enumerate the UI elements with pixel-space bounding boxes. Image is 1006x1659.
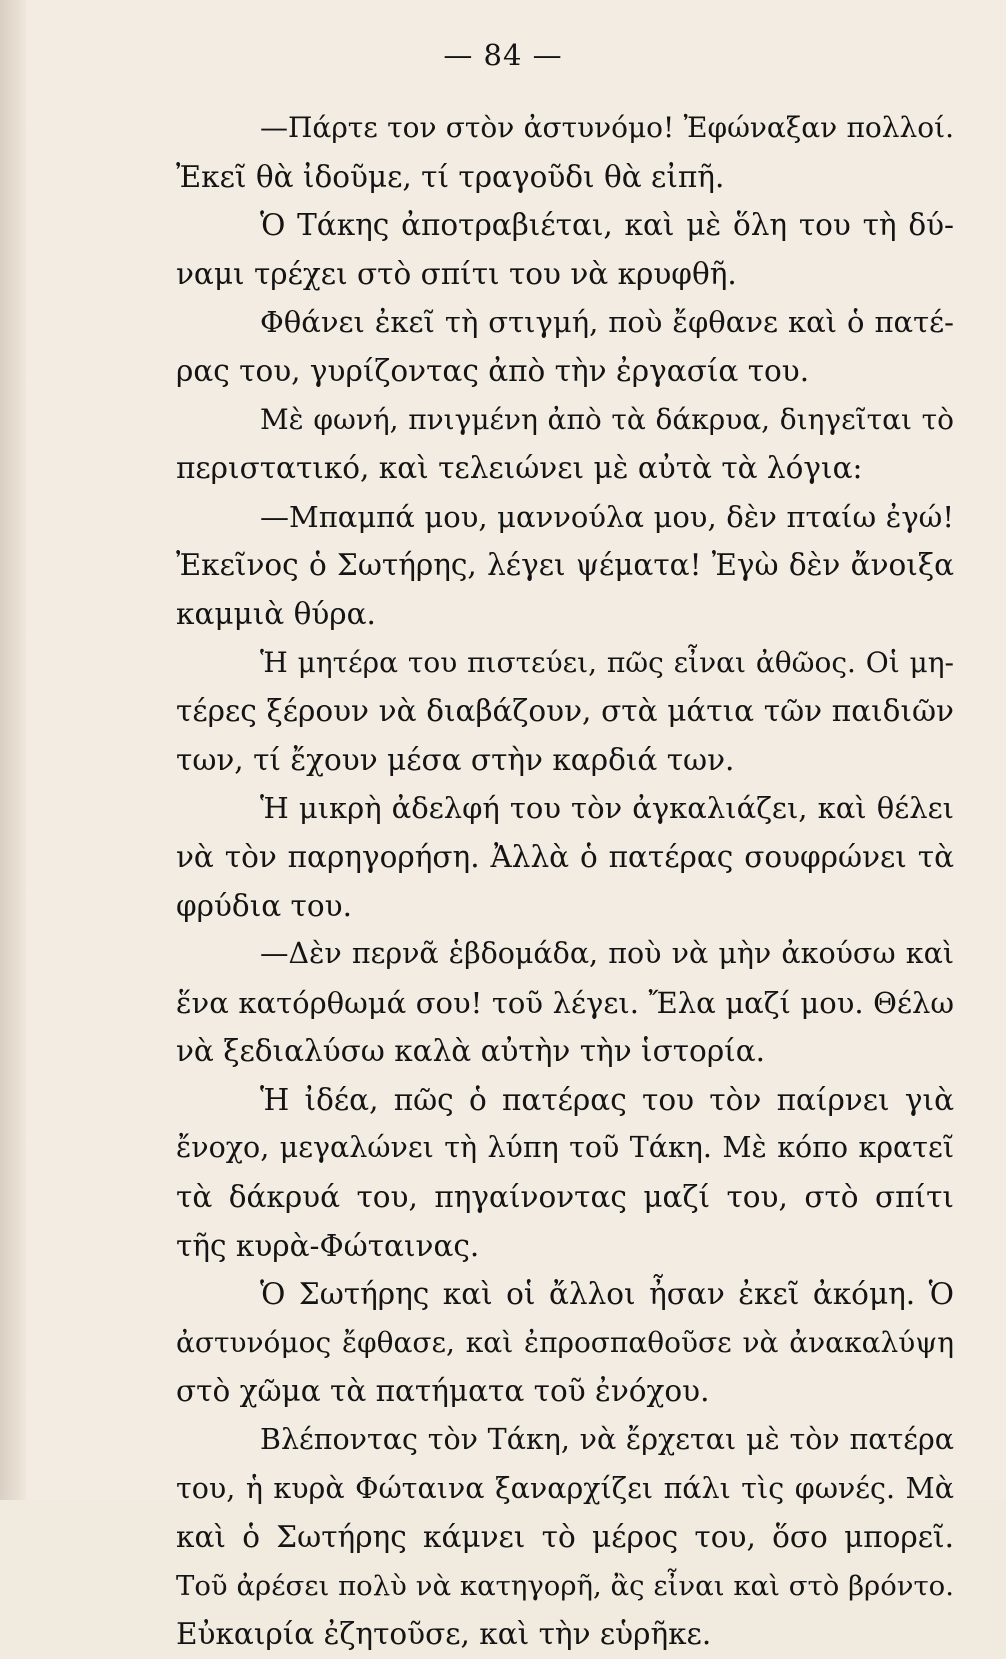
text-line: καὶ ὁ Σωτήρης κάμνει τὸ μέρος του, ὅσο μπορεῖ.: [176, 1520, 954, 1555]
text-line: —Πάρτε τον στὸν ἀστυνόμο! Ἐφώναξαν πολλοί.: [260, 111, 954, 144]
text-line: φρύδια του.: [176, 888, 352, 923]
text-line: των, τί ἔχουν μέσα στὴν καρδιά των.: [176, 742, 735, 777]
text-line: Ἡ μητέρα του πιστεύει, πῶς εἶναι ἀθῶος. Οἱ μη-: [260, 645, 954, 679]
text-line: Ἡ ἰδέα, πῶς ὁ πατέρας του τὸν παίρνει γιὰ: [260, 1082, 954, 1117]
text-line: Ἐκεῖνος ὁ Σωτήρης, λέγει ψέματα! Ἐγὼ δὲν ἄνοιξα: [176, 548, 954, 583]
text-line: Τοῦ ἀρέσει πολὺ νὰ κατηγορῆ, ἂς εἶναι καὶ στὸ βρόντο.: [176, 1569, 954, 1602]
text-line: του, ἡ κυρὰ Φώταινα ξαναρχίζει πάλι τὶς φωνές. Μὰ: [176, 1471, 954, 1505]
text-line: στὸ χῶμα τὰ πατήματα τοῦ ἐνόχου.: [176, 1374, 710, 1409]
text-line: τὰ δάκρυά του, πηγαίνοντας μαζί του, στὸ σπίτι: [176, 1180, 954, 1215]
text-line: Βλέποντας τὸν Τάκη, νὰ ἔρχεται μὲ τὸν πατέρα: [260, 1423, 954, 1457]
body-text: [176, 104, 954, 1659]
text-line: ἔνοχο, μεγαλώνει τὴ λύπη τοῦ Τάκη. Μὲ κόπο κρατεῖ: [176, 1131, 954, 1165]
text-line: νὰ τὸν παρηγορήση. Ἀλλὰ ὁ πατέρας σουφρώνει τὰ: [176, 839, 954, 874]
text-line: —Μπαμπά μου, μαννούλα μου, δὲν πταίω ἐγώ!: [260, 499, 954, 534]
text-line: Εὐκαιρία ἐζητοῦσε, καὶ τὴν εὑρῆκε.: [176, 1617, 712, 1652]
text-line: Ἡ μικρὴ ἀδελφή του τὸν ἀγκαλιάζει, καὶ θέλει: [260, 791, 954, 826]
text-line: Ὁ Τάκης ἀποτραβιέται, καὶ μὲ ὅλη του τὴ δύ-: [260, 208, 954, 243]
text-line: ναμι τρέχει στὸ σπίτι του νὰ κρυφθῆ.: [176, 256, 737, 291]
text-line: —Δὲν περνᾶ ἑβδομάδα, ποὺ νὰ μὴν ἀκούσω καὶ: [260, 937, 954, 971]
text-line: Φθάνει ἐκεῖ τὴ στιγμή, ποὺ ἔφθανε καὶ ὁ πατέ-: [260, 305, 954, 340]
text-line: περιστατικό, καὶ τελειώνει μὲ αὐτὰ τὰ λόγια:: [176, 451, 863, 486]
text-line: νὰ ξεδιαλύσω καλὰ αὐτὴν τὴν ἱστορία.: [176, 1034, 766, 1069]
text-line: ρας του, γυρίζοντας ἀπὸ τὴν ἐργασία του.: [176, 353, 810, 388]
text-line: Μὲ φωνή, πνιγμένη ἀπὸ τὰ δάκρυα, διηγεῖται τὸ: [260, 402, 954, 436]
text-line: ἕνα κατόρθωμά σου! τοῦ λέγει. Ἔλα μαζί μου. Θέλω: [176, 985, 954, 1020]
text-line: Ἐκεῖ θὰ ἰδοῦμε, τί τραγοῦδι θὰ εἰπῆ.: [176, 159, 725, 194]
page-gutter-shadow: [0, 0, 26, 1500]
text-line: καμμιὰ θύρα.: [176, 596, 376, 631]
text-line: ἀστυνόμος ἔφθασε, καὶ ἐπροσπαθοῦσε νὰ ἀνακαλύψη: [176, 1325, 954, 1359]
text-line: Ὁ Σωτήρης καὶ οἱ ἄλλοι ἦσαν ἐκεῖ ἀκόμη. Ὁ: [260, 1277, 954, 1312]
page-number: — 84 —: [443, 38, 563, 72]
text-line: τέρες ξέρουν νὰ διαβάζουν, στὰ μάτια τῶν παιδιῶν: [176, 694, 954, 729]
text-line: τῆς κυρὰ-Φώταινας.: [176, 1228, 480, 1263]
